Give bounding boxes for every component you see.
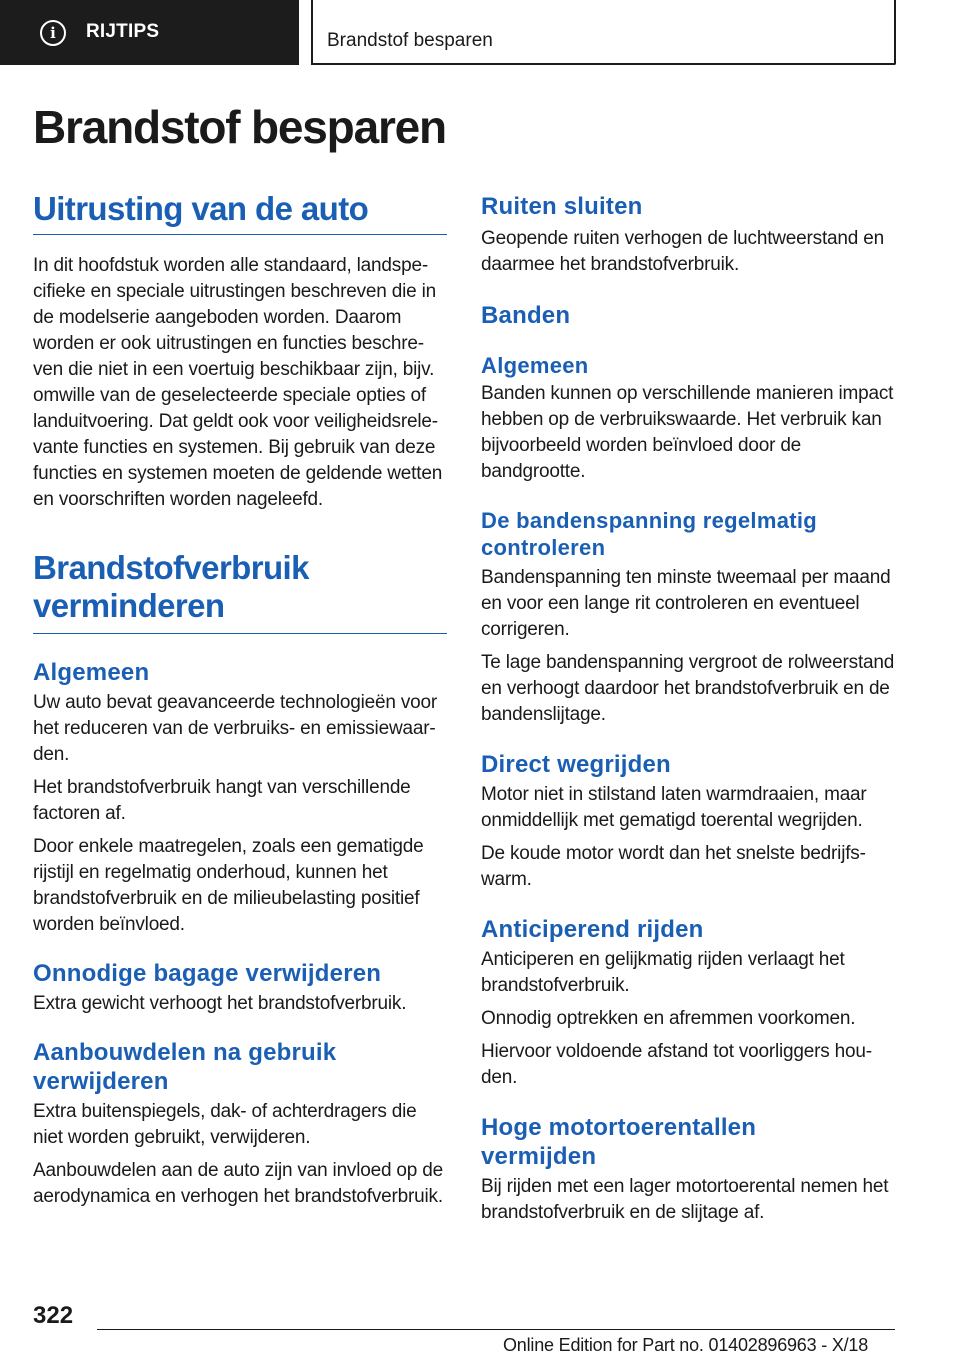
subsection-title-aanbouwdelen: Aanbouwdelen na gebruik verwijderen [33,1039,337,1095]
page-number: 322 [33,1302,74,1329]
paragraph-motortoerentallen: Bij rijden met een lager motortoerental nemen het brandstofverbruik en de slijtage af. [481,1176,889,1223]
paragraph-direct-wegrijden-1: Motor niet in stilstand laten warmdraaien, maar onmiddellijk met gematigd toerental wegrijden. [481,784,867,831]
paragraph-direct-wegrijden-2: De koude motor wordt dan het snelste bedrijfswarm. [481,843,866,890]
paragraph-bandenspanning-2: Te lage bandenspanning vergroot de rolweerstand en verhoogt daardoor het brandstofverbruik en de bandenslijtage. [481,652,895,725]
paragraph-bandenspanning-1: Bandenspanning ten minste tweemaal per maand en voor een lange rit controleren en eventueel corrigeren. [481,567,891,640]
header-tab-label: RIJTIPS [86,21,160,42]
subsubsection-title-bandenspanning: De bandenspanning regelmatig controleren [481,508,818,560]
header-tab[interactable] [0,0,299,65]
paragraph-anticiperend-3: Hiervoor voldoende afstand tot voorliggers houden. [481,1041,873,1088]
right-column [481,192,901,1226]
subsection-title-ruiten: Ruiten sluiten [481,193,643,220]
section-header-brandstofverbruik [33,549,447,634]
subsubsection-title-banden-algemeen: Algemeen [481,353,589,378]
paragraph-uitrusting: In dit hoofdstuk worden alle standaard, landspecifieke en speciale uitrustingen beschreven die in de modelserie aangeboden worden. Daarom worden er ook uitrustingen en functies beschreven die niet in een voertuig beschikbaar zijn, bijv. omwille van de geselecteerde speciale opties of landuitvoering. Dat geldt ook voor veiligheidsrelevante functies en systemen. Bij gebruik van deze functies en systemen moeten de geldende wetten en voorschriften worden nageleefd. [33,255,443,510]
left-column [33,190,447,1210]
subsection-title-direct-wegrijden: Direct wegrijden [481,751,671,778]
paragraph-algemeen-3: Door enkele maatregelen, zoals een gematigde rijstijl en regelmatig onderhoud, kunnen het brandstofverbruik en de milieubelasting positief worden beïnvloed. [33,836,424,935]
paragraph-anticiperend-1: Anticiperen en gelijkmatig rijden verlaagt het brandstofverbruik. [481,949,845,996]
paragraph-aanbouwdelen-1: Extra buitenspiegels, dak- of achterdragers die niet worden gebruikt, verwijderen. [33,1101,417,1148]
paragraph-aanbouwdelen-2: Aanbouwdelen aan de auto zijn van invloed op de aerodynamica en verhogen het brandstofverbruik. [33,1160,443,1207]
subsection-title-bagage: Onnodige bagage verwijderen [33,960,382,987]
paragraph-ruiten: Geopende ruiten verhogen de luchtweerstand en daarmee het brandstofverbruik. [481,228,884,275]
header-section-label: Brandstof besparen [327,30,493,51]
page-title: Brandstof besparen [33,101,446,153]
subsection-title-algemeen: Algemeen [33,659,150,686]
paragraph-algemeen-2: Het brandstofverbruik hangt van verschillende factoren af. [33,777,411,824]
section-header-uitrusting [33,190,447,235]
header-section-box [311,0,896,65]
subsection-title-motortoerentallen: Hoge motortoerentallen vermijden [481,1114,757,1170]
footer-edition: Online Edition for Part no. 01402896963 - X/18 [503,1335,869,1355]
paragraph-banden-algemeen: Banden kunnen op verschillende manieren impact hebben op de verbruikswaarde. Het verbruik kan bijvoorbeeld worden beïnvloed door de bandgrootte. [481,383,894,482]
section-title-uitrusting: Uitrusting van de auto [33,190,369,227]
section-title-brandstofverbruik: Brandstofverbruik verminderen [33,549,309,624]
paragraph-bagage: Extra gewicht verhoogt het brandstofverbruik. [33,993,407,1014]
paragraph-anticiperend-2: Onnodig optrekken en afremmen voorkomen. [481,1008,856,1029]
subsection-title-anticiperend: Anticiperend rijden [481,916,704,943]
footer-divider [97,1329,895,1330]
paragraph-algemeen-1: Uw auto bevat geavanceerde technologieën voor het reduceren van de verbruiks- en emissiewaarden. [33,692,438,765]
subsection-title-banden: Banden [481,302,571,329]
info-icon: i [40,20,66,46]
